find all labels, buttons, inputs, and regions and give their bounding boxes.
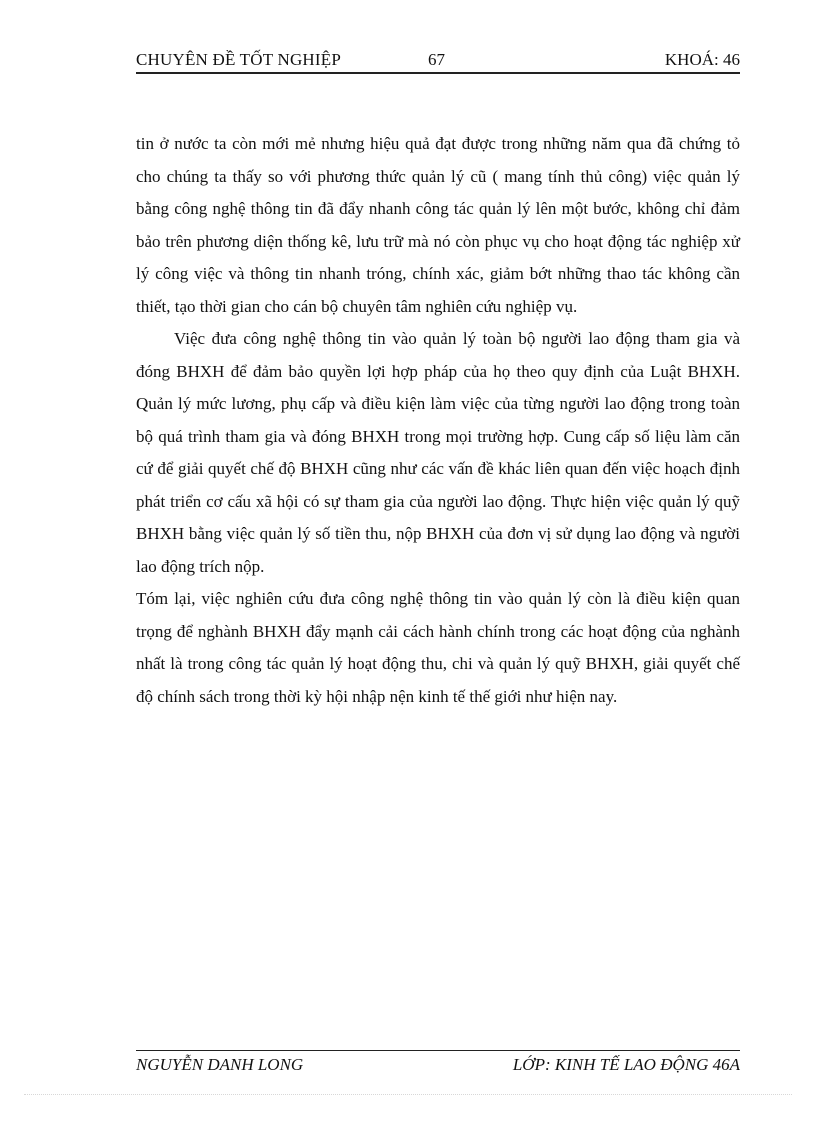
paragraph-it-management: Việc đưa công nghệ thông tin vào quản lý toàn bộ người lao động tham gia và đóng BHXH để đảm bảo quyền lợi hợp pháp của họ theo quy định của Luật BHXH. Quản lý mức lương, phụ cấp và điều kiện làm việc của từng người lao động trong toàn bộ quá trình tham gia và đóng BHXH trong mọi trường hợp. Cung cấp số liệu làm căn cứ để giải quyết chế độ BHXH cũng như các vấn đề khác liên quan đến việc hoạch định phát triển cơ cấu xã hội có sự tham gia của người lao động. Thực hiện việc quản lý quỹ BHXH bằng việc quản lý số tiền thu, nộp BHXH của đơn vị sử dụng lao động và người lao động trích nộp. (136, 329, 740, 576)
page-number: 67 (428, 50, 445, 69)
header-course: KHOÁ: 46 (664, 50, 740, 69)
page-footer (136, 1050, 740, 1079)
paragraph-summary: Tóm lại, việc nghiên cứu đưa công nghệ thông tin vào quản lý còn là điều kiện quan trọng để nghành BHXH đẩy mạnh cải cách hành chính trong các hoạt động của nghành nhất là trong công tác quản lý hoạt động thu, chi và quản lý quỹ BHXH, giải quyết chế độ chính sách trong thời kỳ hội nhập nện kinh tế thế giới như hiện nay. (136, 589, 740, 706)
paragraph-continuation: tin ở nước ta còn mới mẻ nhưng hiệu quả đạt được trong những năm qua đã chứng tỏ cho chúng ta thấy so với phương thức quản lý cũ ( mang tính thủ công) việc quản lý bằng công nghệ thông tin đã đẩy nhanh công tác quản lý lên một bước, không chỉ đảm bảo trên phương diện thống kê, lưu trữ mà nó còn phục vụ cho hoạt động tác nghiệp xử lý công việc và thông tin nhanh tróng, chính xác, giảm bớt những thao tác không cần thiết, tạo thời gian cho cán bộ chuyên tâm nghiên cứu nghiệp vụ. (136, 134, 740, 316)
page-bottom-edge (24, 1094, 792, 1095)
header-title: CHUYÊN ĐỀ TỐT NGHIỆP (136, 50, 342, 69)
page-body (136, 128, 740, 713)
footer-class: LỚP: KINH TẾ LAO ĐỘNG 46A (512, 1055, 740, 1074)
footer-author: NGUYỄN DANH LONG (136, 1055, 304, 1074)
page-header (136, 48, 740, 74)
